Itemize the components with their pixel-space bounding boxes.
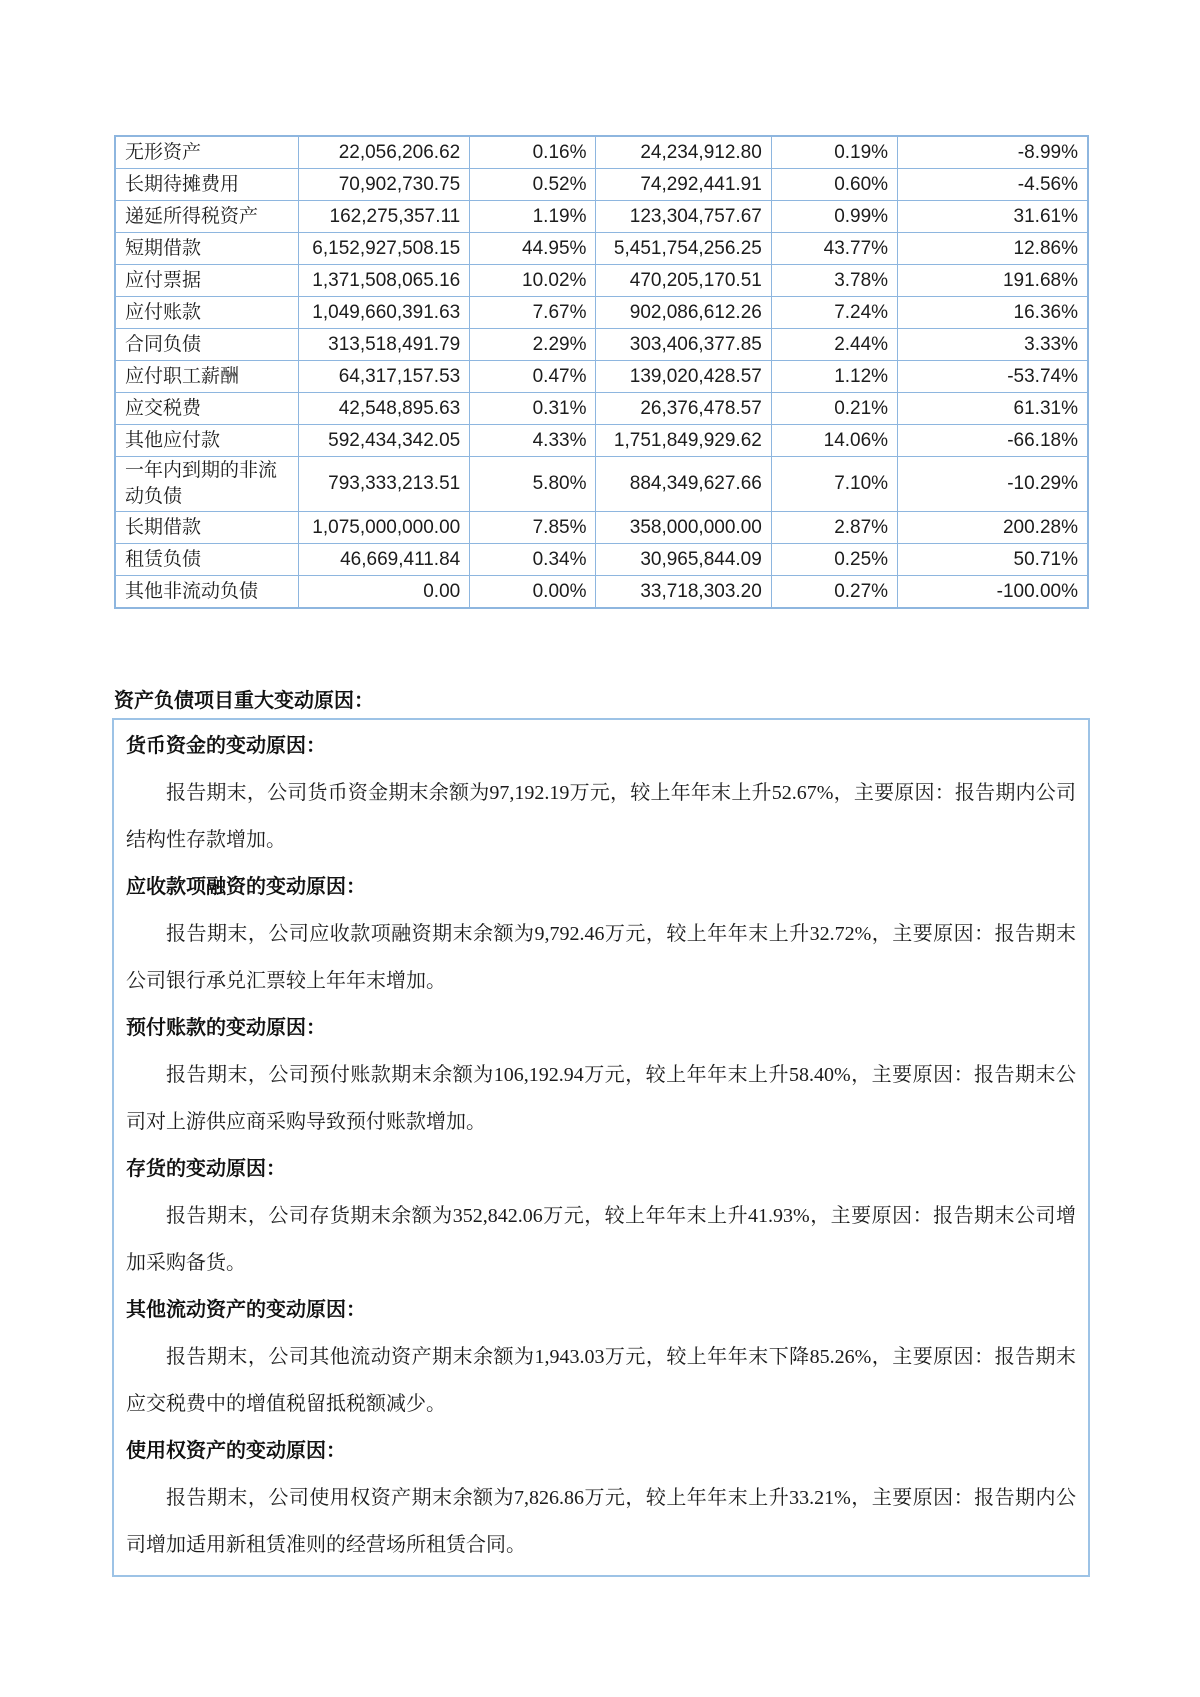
value-cell: 74,292,441.91 bbox=[596, 169, 771, 201]
value-cell: -53.74% bbox=[898, 361, 1088, 393]
value-cell: 12.86% bbox=[898, 233, 1088, 265]
item-name-cell: 应付职工薪酬 bbox=[115, 361, 298, 393]
value-cell: 7.85% bbox=[470, 512, 596, 544]
value-cell: 30,965,844.09 bbox=[596, 544, 771, 576]
value-cell: 33,718,303.20 bbox=[596, 576, 771, 609]
value-cell: 0.00 bbox=[298, 576, 469, 609]
value-cell: 3.78% bbox=[771, 265, 897, 297]
value-cell: 0.52% bbox=[470, 169, 596, 201]
value-cell: 592,434,342.05 bbox=[298, 425, 469, 457]
value-cell: 0.27% bbox=[771, 576, 897, 609]
reason-section-body: 报告期末，公司预付账款期末余额为106,192.94万元，较上年年末上升58.40%，主要原因：报告期末公司对上游供应商采购导致预付账款增加。 bbox=[126, 1064, 1076, 1133]
reason-section bbox=[126, 864, 1076, 1005]
value-cell: 7.24% bbox=[771, 297, 897, 329]
value-cell: 358,000,000.00 bbox=[596, 512, 771, 544]
table-row bbox=[115, 136, 1088, 169]
value-cell: 43.77% bbox=[771, 233, 897, 265]
value-cell: 2.29% bbox=[470, 329, 596, 361]
value-cell: 0.99% bbox=[771, 201, 897, 233]
table-row bbox=[115, 512, 1088, 544]
value-cell: 0.00% bbox=[470, 576, 596, 609]
reason-section bbox=[126, 723, 1076, 864]
major-changes-heading: 资产负债项目重大变动原因： bbox=[114, 690, 374, 712]
value-cell: 1.19% bbox=[470, 201, 596, 233]
item-name-cell: 长期借款 bbox=[115, 512, 298, 544]
table-row bbox=[115, 361, 1088, 393]
reason-section-body: 报告期末，公司存货期末余额为352,842.06万元，较上年年末上升41.93%，主要原因：报告期末公司增加采购备货。 bbox=[126, 1205, 1076, 1274]
value-cell: 793,333,213.51 bbox=[298, 457, 469, 512]
value-cell: 884,349,627.66 bbox=[596, 457, 771, 512]
item-name-cell: 其他非流动负债 bbox=[115, 576, 298, 609]
value-cell: 200.28% bbox=[898, 512, 1088, 544]
reason-section-body: 报告期末，公司其他流动资产期末余额为1,943.03万元，较上年年末下降85.26%，主要原因：报告期末应交税费中的增值税留抵税额减少。 bbox=[126, 1346, 1076, 1415]
table-row bbox=[115, 233, 1088, 265]
value-cell: 50.71% bbox=[898, 544, 1088, 576]
value-cell: 0.60% bbox=[771, 169, 897, 201]
value-cell: 0.47% bbox=[470, 361, 596, 393]
value-cell: 303,406,377.85 bbox=[596, 329, 771, 361]
value-cell: 42,548,895.63 bbox=[298, 393, 469, 425]
value-cell: 1.12% bbox=[771, 361, 897, 393]
value-cell: 22,056,206.62 bbox=[298, 136, 469, 169]
value-cell: 70,902,730.75 bbox=[298, 169, 469, 201]
value-cell: 1,075,000,000.00 bbox=[298, 512, 469, 544]
value-cell: 61.31% bbox=[898, 393, 1088, 425]
table-row bbox=[115, 265, 1088, 297]
value-cell: 64,317,157.53 bbox=[298, 361, 469, 393]
value-cell: 24,234,912.80 bbox=[596, 136, 771, 169]
table-row bbox=[115, 297, 1088, 329]
page-content bbox=[112, 135, 1090, 1577]
item-name-cell: 短期借款 bbox=[115, 233, 298, 265]
table-row bbox=[115, 393, 1088, 425]
table-row bbox=[115, 457, 1088, 512]
value-cell: 14.06% bbox=[771, 425, 897, 457]
value-cell: 10.02% bbox=[470, 265, 596, 297]
item-name-cell: 一年内到期的非流动负债 bbox=[115, 457, 298, 512]
table-row bbox=[115, 329, 1088, 361]
value-cell: 123,304,757.67 bbox=[596, 201, 771, 233]
value-cell: 0.25% bbox=[771, 544, 897, 576]
reason-section-title: 使用权资产的变动原因： bbox=[126, 1440, 346, 1462]
item-name-cell: 长期待摊费用 bbox=[115, 169, 298, 201]
value-cell: 0.34% bbox=[470, 544, 596, 576]
balance-table-body bbox=[115, 136, 1088, 608]
reason-section bbox=[126, 1005, 1076, 1146]
value-cell: 5,451,754,256.25 bbox=[596, 233, 771, 265]
reason-section-body: 报告期末，公司使用权资产期末余额为7,826.86万元，较上年年末上升33.21%，主要原因：报告期内公司增加适用新租赁准则的经营场所租赁合同。 bbox=[126, 1487, 1076, 1556]
reasons-box bbox=[112, 718, 1090, 1577]
balance-sheet-table bbox=[114, 135, 1089, 609]
value-cell: -10.29% bbox=[898, 457, 1088, 512]
value-cell: 3.33% bbox=[898, 329, 1088, 361]
reason-section-title: 货币资金的变动原因： bbox=[126, 735, 326, 757]
value-cell: 5.80% bbox=[470, 457, 596, 512]
item-name-cell: 应付账款 bbox=[115, 297, 298, 329]
item-name-cell: 应付票据 bbox=[115, 265, 298, 297]
table-row bbox=[115, 201, 1088, 233]
item-name-cell: 其他应付款 bbox=[115, 425, 298, 457]
table-row bbox=[115, 576, 1088, 609]
value-cell: 7.10% bbox=[771, 457, 897, 512]
value-cell: 902,086,612.26 bbox=[596, 297, 771, 329]
value-cell: 470,205,170.51 bbox=[596, 265, 771, 297]
value-cell: -100.00% bbox=[898, 576, 1088, 609]
value-cell: 1,049,660,391.63 bbox=[298, 297, 469, 329]
value-cell: 2.87% bbox=[771, 512, 897, 544]
value-cell: 46,669,411.84 bbox=[298, 544, 469, 576]
reason-section bbox=[126, 1287, 1076, 1428]
reason-section bbox=[126, 1428, 1076, 1569]
table-row bbox=[115, 425, 1088, 457]
value-cell: 6,152,927,508.15 bbox=[298, 233, 469, 265]
value-cell: 2.44% bbox=[771, 329, 897, 361]
value-cell: 7.67% bbox=[470, 297, 596, 329]
item-name-cell: 无形资产 bbox=[115, 136, 298, 169]
value-cell: 313,518,491.79 bbox=[298, 329, 469, 361]
value-cell: 0.16% bbox=[470, 136, 596, 169]
value-cell: 26,376,478.57 bbox=[596, 393, 771, 425]
value-cell: 0.19% bbox=[771, 136, 897, 169]
table-row bbox=[115, 544, 1088, 576]
value-cell: 191.68% bbox=[898, 265, 1088, 297]
value-cell: -66.18% bbox=[898, 425, 1088, 457]
value-cell: 31.61% bbox=[898, 201, 1088, 233]
value-cell: 162,275,357.11 bbox=[298, 201, 469, 233]
value-cell: 0.21% bbox=[771, 393, 897, 425]
table-row bbox=[115, 169, 1088, 201]
item-name-cell: 应交税费 bbox=[115, 393, 298, 425]
value-cell: 0.31% bbox=[470, 393, 596, 425]
reason-section bbox=[126, 1146, 1076, 1287]
value-cell: 4.33% bbox=[470, 425, 596, 457]
reason-section-body: 报告期末，公司应收款项融资期末余额为9,792.46万元，较上年年末上升32.72%，主要原因：报告期末公司银行承兑汇票较上年年末增加。 bbox=[126, 923, 1076, 992]
item-name-cell: 租赁负债 bbox=[115, 544, 298, 576]
reason-section-title: 其他流动资产的变动原因： bbox=[126, 1299, 366, 1321]
value-cell: -8.99% bbox=[898, 136, 1088, 169]
value-cell: 44.95% bbox=[470, 233, 596, 265]
reason-section-title: 预付账款的变动原因： bbox=[126, 1017, 326, 1039]
value-cell: -4.56% bbox=[898, 169, 1088, 201]
value-cell: 16.36% bbox=[898, 297, 1088, 329]
reason-section-body: 报告期末，公司货币资金期末余额为97,192.19万元，较上年年末上升52.67%，主要原因：报告期内公司结构性存款增加。 bbox=[126, 782, 1076, 851]
value-cell: 1,371,508,065.16 bbox=[298, 265, 469, 297]
item-name-cell: 递延所得税资产 bbox=[115, 201, 298, 233]
value-cell: 1,751,849,929.62 bbox=[596, 425, 771, 457]
reason-section-title: 存货的变动原因： bbox=[126, 1158, 286, 1180]
reason-section-title: 应收款项融资的变动原因： bbox=[126, 876, 366, 898]
value-cell: 139,020,428.57 bbox=[596, 361, 771, 393]
item-name-cell: 合同负债 bbox=[115, 329, 298, 361]
